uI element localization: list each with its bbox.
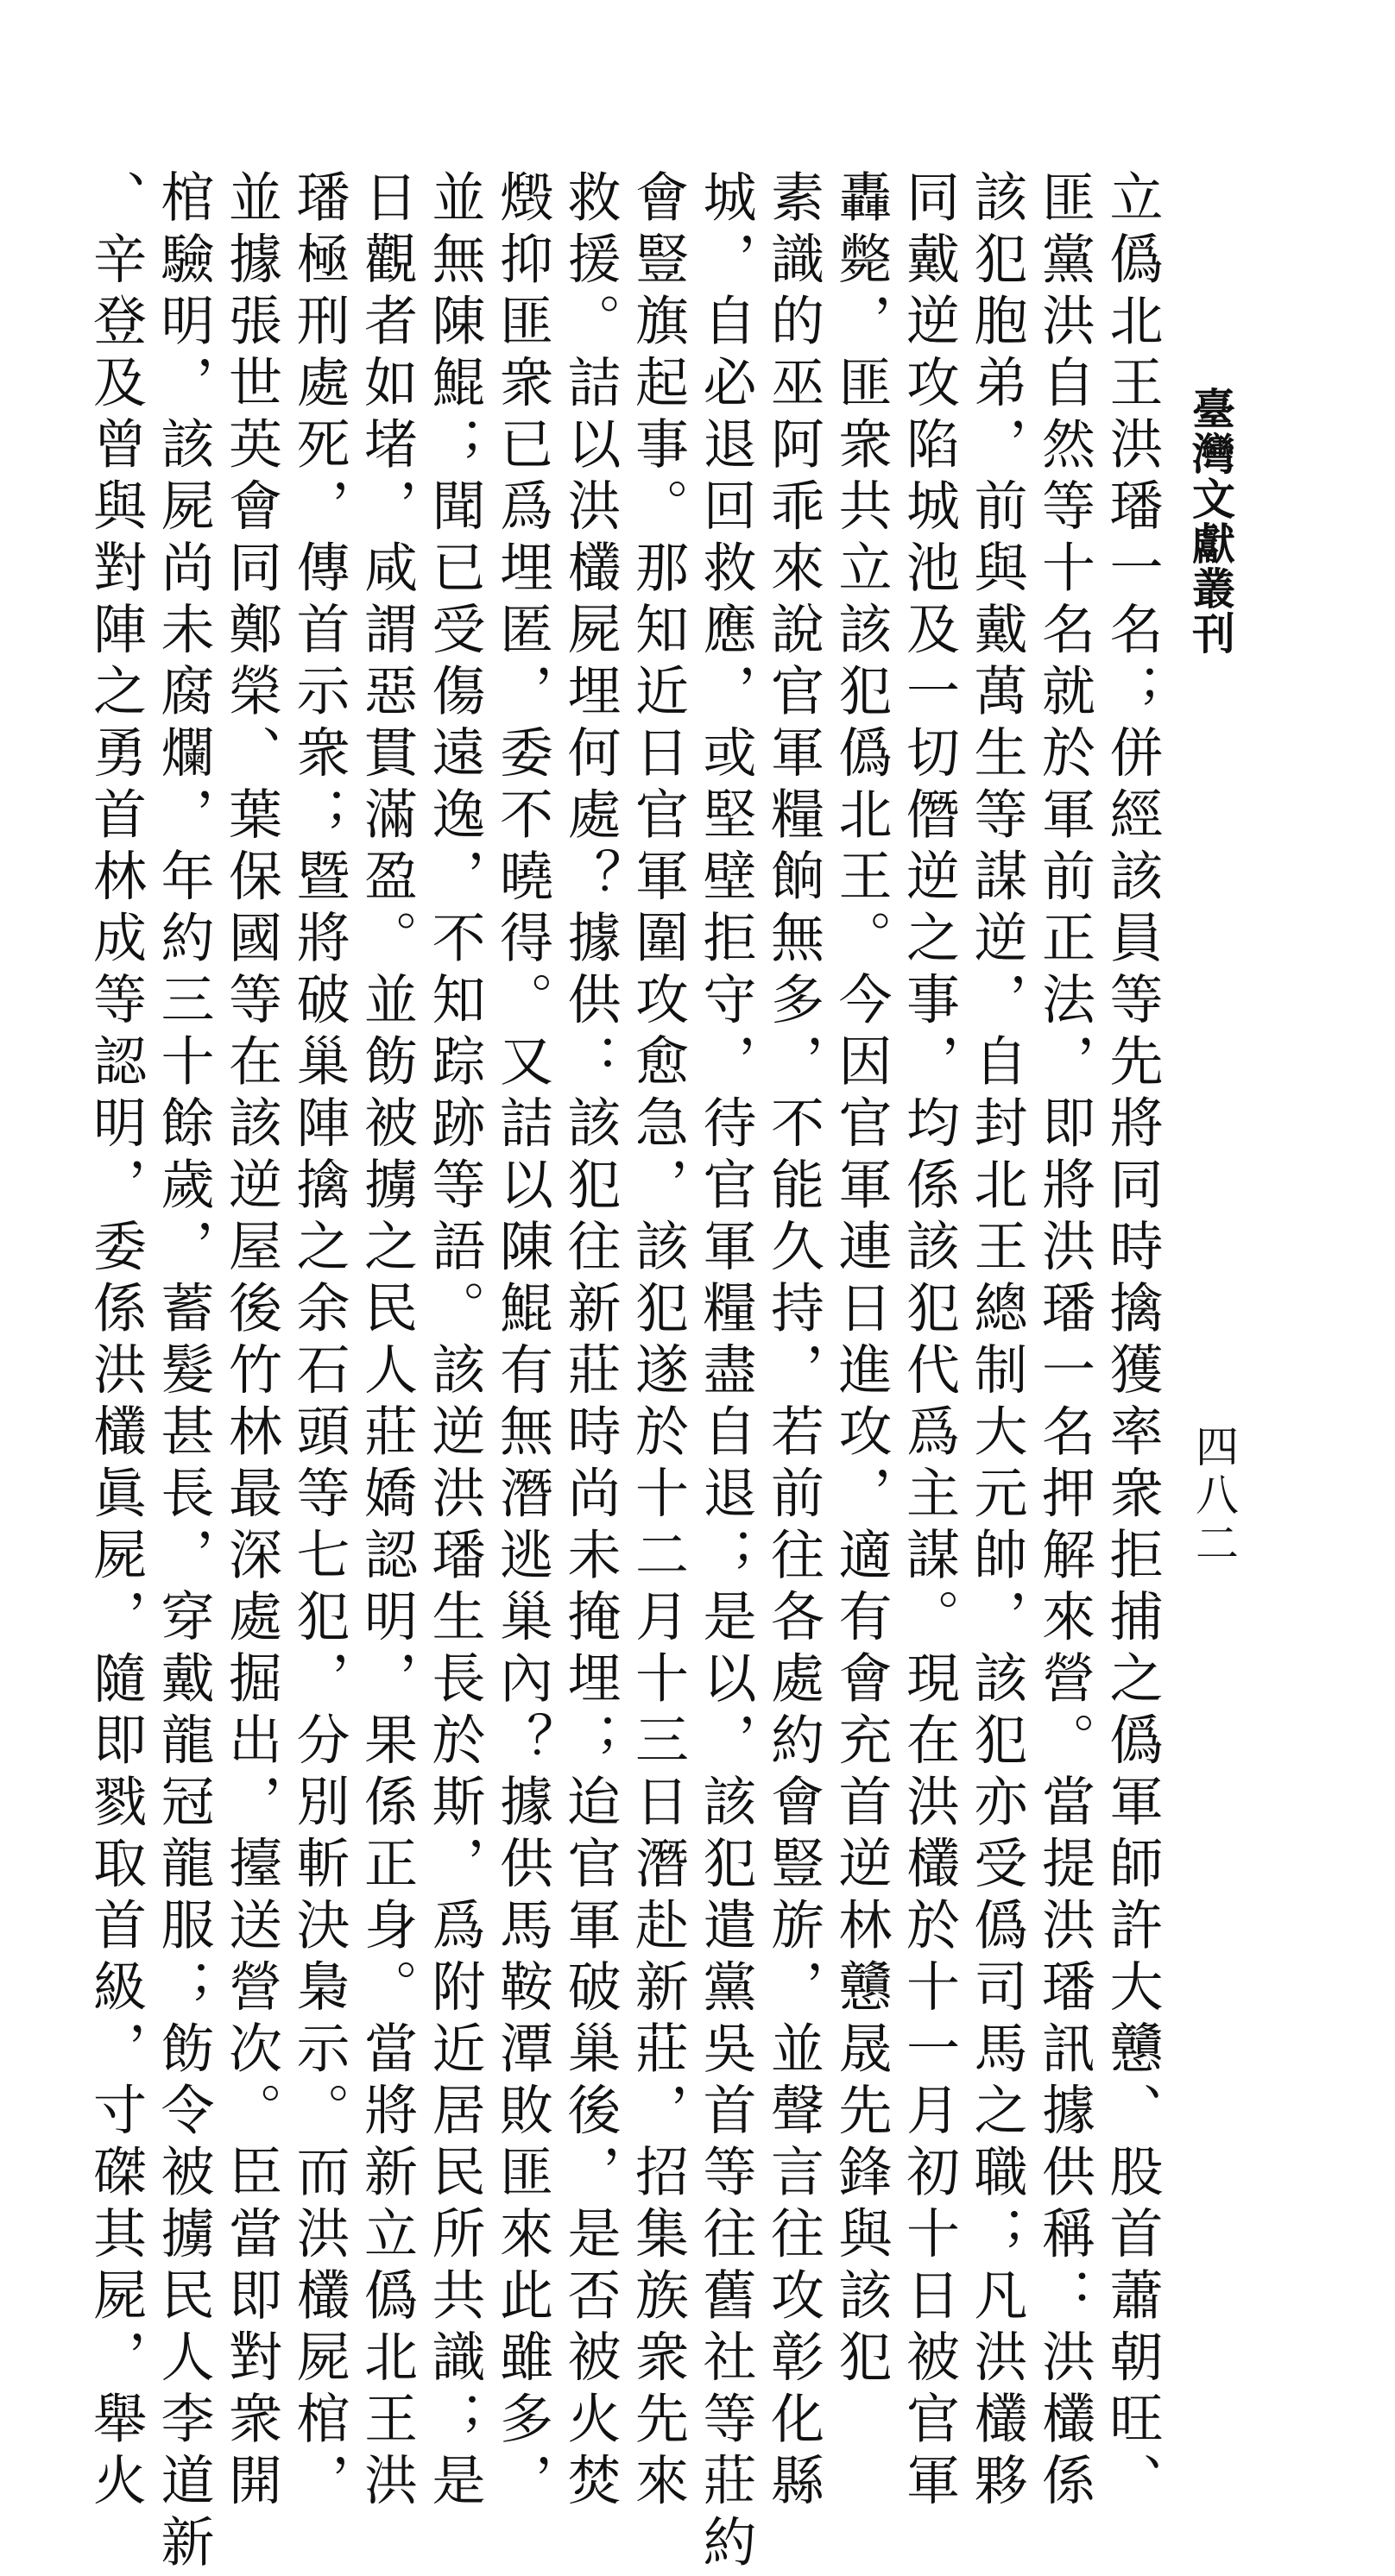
text-column: 城，自必退回救應，或堅壁拒守，待官軍糧盡自退；是以，該犯遣黨吳首等往舊社等莊約	[694, 169, 757, 2576]
text-column: 燬抑匪衆已爲埋匿，委不曉得。又詰以陳鯤有無潛逃巢內？據供馬鞍潭敗匪來此雖多，	[490, 169, 554, 2514]
text-column: 會豎旗起事。那知近日官軍圍攻愈急，該犯遂於十二月十三日潛赴新莊，招集族衆先來	[626, 169, 690, 2514]
text-column: 並據張世英會同鄭榮、葉保國等在該逆屋後竹林最深處掘出，擡送營次。臣當即對衆開	[219, 169, 283, 2514]
text-column: 璠極刑處死，傳首示衆；暨將破巢陣擒之余石頭等七犯，分別斬決梟示。而洪欉屍棺，	[287, 169, 350, 2514]
page-number: 四八二	[1189, 1424, 1239, 1569]
text-column: 立僞北王洪璠一名；併經該員等先將同時擒獲率衆拒捕之僞軍師許大戇、股首蕭朝旺、	[1101, 169, 1164, 2514]
text-column: 素識的巫阿乖來說官軍糧餉無多，不能久持，若前往各處約會豎旂，並聲言往攻彰化縣	[761, 169, 825, 2514]
text-column: 匪黨洪自然等十名就於軍前正法，即將洪璠一名押解來營。當提洪璠訊據供稱：洪欉係	[1032, 169, 1096, 2514]
text-column: 棺驗明，該屍尚未腐爛，年約三十餘歲，蓄髮甚長，穿戴龍冠龍服；飭令被擄民人李道新	[152, 169, 215, 2576]
running-title: 臺灣文獻叢刊	[1185, 387, 1236, 656]
text-column: 、辛登及曾與對陣之勇首林成等認明，委係洪欉眞屍，隨即戮取首級，寸磔其屍，舉火	[84, 169, 148, 2514]
text-column: 該犯胞弟，前與戴萬生等謀逆，自封北王總制大元帥，該犯亦受僞司馬之職；凡洪欉夥	[965, 169, 1028, 2514]
text-column: 並無陳鯤；聞已受傷遠逸，不知踪跡等語。該逆洪璠生長於斯，爲附近居民所共識；是	[423, 169, 486, 2514]
text-column: 救援。詰以洪欉屍埋何處？據供：該犯往新莊時尚未掩埋；迨官軍破巢後，是否被火焚	[559, 169, 622, 2514]
text-column: 同戴逆攻陷城池及一切僭逆之事，均係該犯代爲主謀。現在洪欉於十一月初十日被官軍	[897, 169, 961, 2514]
body-text	[84, 169, 1165, 2576]
text-column: 日觀者如堵，咸謂惡貫滿盈。並飭被擄之民人莊嬌認明，果係正身。當將新立僞北王洪	[355, 169, 419, 2514]
text-column: 轟斃，匪衆共立該犯僞北王。今因官軍連日進攻，適有會充首逆林戇晟先鋒與該犯	[830, 169, 893, 2390]
